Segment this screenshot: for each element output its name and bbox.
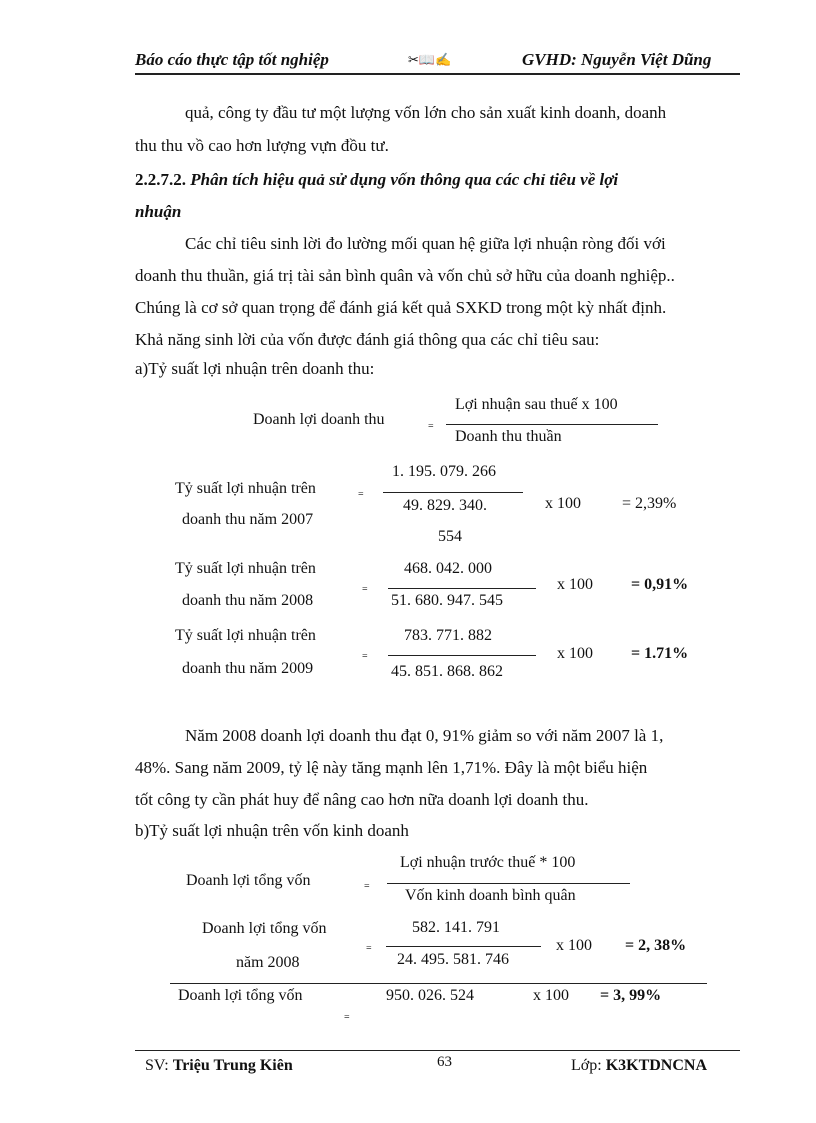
header-supervisor: GVHD: Nguyễn Việt Dũng [522,50,712,69]
calc-2008-eq: = [362,584,368,595]
calc-2008-numerator: 468. 042. 000 [404,560,492,577]
header-rule [135,73,740,75]
calc-2008-denominator: 51. 680. 947. 545 [391,592,503,609]
section-title-cont: nhuận [135,202,182,221]
calc-b-2008-fraction-bar [386,946,541,947]
calc-2009-times: x 100 [557,645,593,662]
formula-a-denominator: Doanh thu thuần [455,428,562,445]
calc-2008-label2: doanh thu năm 2008 [182,592,314,609]
para3-line2: 48%. Sang năm 2009, tỷ lệ này tăng mạnh lên 1,71%. Đây là một biểu hiện [135,758,648,777]
calc-b-next-numerator: 950. 026. 524 [386,987,474,1004]
calc-2007-times: x 100 [545,495,581,512]
calc-2008-fraction-bar [388,588,536,589]
calc-2007-numerator: 1. 195. 079. 266 [392,463,496,480]
calc-b-2008-numerator: 582. 141. 791 [412,919,500,936]
calc-2009-label1: Tỷ suất lợi nhuận trên [175,627,316,644]
formula-b-fraction-bar [387,883,630,884]
footer-class-prefix: Lớp: [571,1057,602,1074]
footer-student [145,1057,293,1075]
calc-2009-result: = 1.71% [631,645,689,662]
formula-b-label: Doanh lợi tổng vốn [186,872,311,889]
footer-class [571,1057,707,1075]
para2-line2: doanh thu thuần, giá trị tài sản bình quân và vốn chủ sở hữu của doanh nghiệp.. [135,266,675,285]
para1-line1: quả, công ty đầu tư một lượng vốn lớn cho sản xuất kinh doanh, doanh [185,103,667,122]
calc-2007-label2: doanh thu năm 2007 [182,511,314,528]
calc-b-2008-denominator: 24. 495. 581. 746 [397,951,509,968]
section-heading [135,164,618,196]
calc-2007-denominator-cont: 554 [438,528,462,545]
subheading-b: b)Tỷ suất lợi nhuận trên vốn kinh doanh [135,821,409,840]
para2-line3: Chúng là cơ sở quan trọng để đánh giá kết quả SXKD trong một kỳ nhất định. [135,298,667,317]
formula-b-denominator: Vốn kinh doanh bình quân [405,887,576,904]
formula-a-eq: = [428,421,434,432]
calc-2007-denominator: 49. 829. 340. [403,497,487,514]
para2-line1: Các chỉ tiêu sinh lời đo lường mối quan hệ giữa lợi nhuận ròng đối với [185,234,666,253]
calc-b-2008-eq: = [366,943,372,954]
calc-b-next-eq: = [344,1012,350,1023]
formula-a-fraction-bar [446,424,658,425]
separator-line [170,983,707,984]
para1-line2: thu thu vồ cao hơn lượng vựn đồu tư. [135,136,389,155]
calc-b-2008-label1: Doanh lợi tổng vốn [202,920,327,937]
formula-a-numerator: Lợi nhuận sau thuế x 100 [455,396,618,413]
calc-2007-result: = 2,39% [622,495,677,512]
formula-a-label: Doanh lợi doanh thu [253,411,385,428]
formula-b-numerator: Lợi nhuận trước thuế * 100 [400,854,576,871]
calc-2009-numerator: 783. 771. 882 [404,627,492,644]
calc-b-next-times: x 100 [533,987,569,1004]
para2-line4: Khả năng sinh lời của vốn được đánh giá thông qua các chỉ tiêu sau: [135,330,600,349]
subheading-a: a)Tỷ suất lợi nhuận trên doanh thu: [135,359,375,378]
calc-2008-result: = 0,91% [631,576,689,593]
calc-b-2008-label2: năm 2008 [236,954,300,971]
calc-2007-fraction-bar [383,492,523,493]
calc-2007-eq: = [358,489,364,500]
calc-2009-fraction-bar [388,655,536,656]
book-ornament-icon: ✂📖✍ [408,52,452,67]
calc-2008-label1: Tỷ suất lợi nhuận trên [175,560,316,577]
section-title: Phân tích hiệu quả sử dụng vốn thông qua các chỉ tiêu về lợi [190,170,619,189]
calc-b-2008-times: x 100 [556,937,592,954]
page-number: 63 [437,1054,452,1070]
para3-line3: tốt công ty cần phát huy để nâng cao hơn nữa doanh lợi doanh thu. [135,790,589,809]
footer-rule [135,1050,740,1051]
para3-line1: Năm 2008 doanh lợi doanh thu đạt 0, 91% giảm so với năm 2007 là 1, [185,726,664,745]
calc-2009-denominator: 45. 851. 868. 862 [391,663,503,680]
footer-student-prefix: SV: [145,1057,169,1074]
calc-b-2008-result: = 2, 38% [625,937,687,954]
formula-b-eq: = [364,881,370,892]
footer-class-name: K3KTDNCNA [605,1057,708,1074]
calc-2008-times: x 100 [557,576,593,593]
header-title: Báo cáo thực tập tốt nghiệp [135,50,329,69]
calc-2009-eq: = [362,651,368,662]
footer-student-name: Triệu Trung Kiên [172,1057,293,1074]
calc-b-next-result: = 3, 99% [600,987,662,1004]
calc-2007-label1: Tỷ suất lợi nhuận trên [175,480,316,497]
calc-2009-label2: doanh thu năm 2009 [182,660,314,677]
calc-b-next-label: Doanh lợi tổng vốn [178,987,303,1004]
section-number: 2.2.7.2. [135,170,186,189]
